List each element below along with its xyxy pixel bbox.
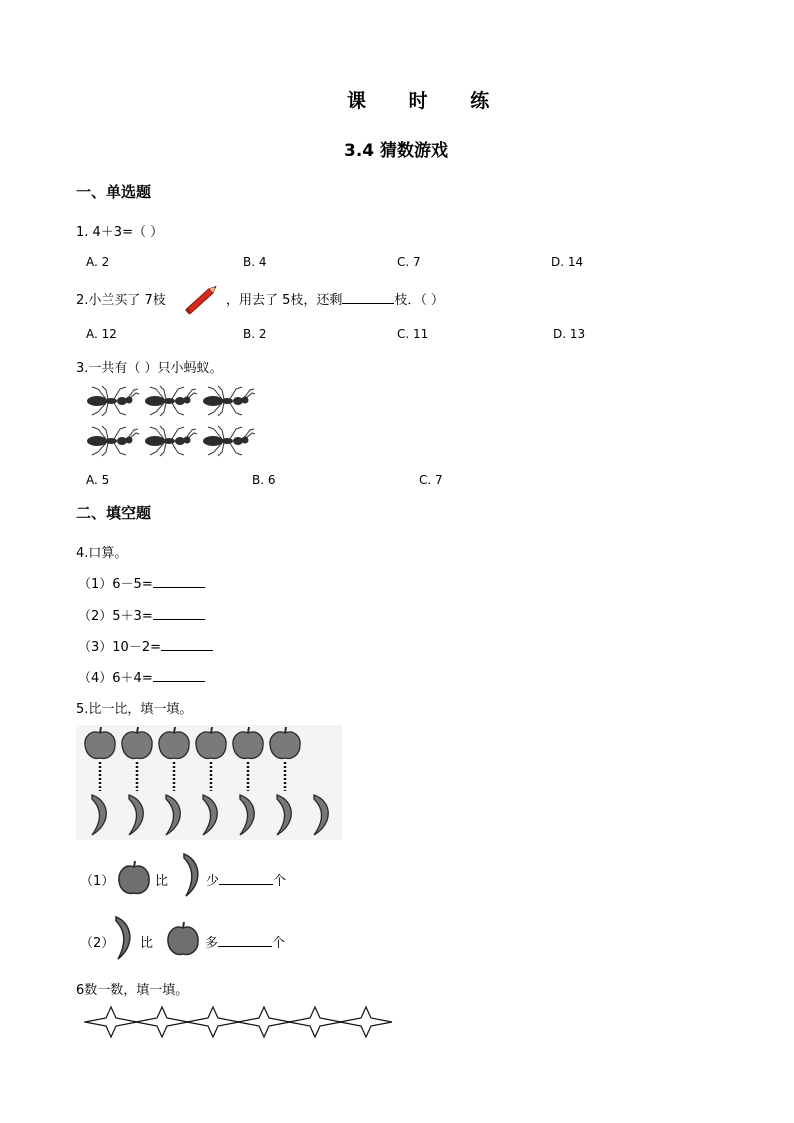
- question-1: 1. 4＋3=（ ）: [76, 225, 164, 240]
- q5-sub1-blank[interactable]: [219, 873, 273, 885]
- q4-item-3-text: （3）10－2=: [78, 640, 161, 655]
- q5-sub2-word2: 多: [205, 936, 219, 951]
- q4-item-4: [78, 667, 205, 686]
- ant-icon: [200, 424, 256, 458]
- star-icon: [289, 1007, 341, 1037]
- apple-banana-comparison: [76, 725, 342, 840]
- star-icon: [187, 1007, 239, 1037]
- q2-option-c[interactable]: C. 11: [397, 327, 429, 341]
- q4-item-4-text: （4）6＋4=: [78, 671, 153, 686]
- star-icon: [238, 1007, 290, 1037]
- q5-sub1-num: （1）: [80, 874, 115, 889]
- q4-item-2: [78, 605, 205, 624]
- ant-icon: [84, 424, 140, 458]
- q2-text-end: 枝．（ ）: [394, 293, 445, 308]
- q5-sub-1: [80, 870, 114, 889]
- q1-option-d[interactable]: D. 14: [551, 255, 584, 269]
- pencil-icon: [182, 281, 222, 317]
- q4-item-3-blank[interactable]: [161, 639, 213, 651]
- question-5: 5.比一比，填一填。: [76, 702, 193, 717]
- ant-icon: [142, 384, 198, 418]
- q1-option-b[interactable]: B. 4: [243, 255, 267, 269]
- q5-sub2-blank[interactable]: [218, 935, 272, 947]
- q2-continuation: [226, 289, 444, 308]
- banana-icon: [112, 915, 136, 961]
- q5-sub2-num: （2）: [80, 936, 115, 951]
- page-subtitle: 3.4 猜数游戏: [344, 141, 449, 161]
- ant-icon: [200, 384, 256, 418]
- q5-sub1-tail: [206, 870, 286, 889]
- ant-icon: [142, 424, 198, 458]
- ant-icon: [84, 384, 140, 418]
- q5-sub1-unit: 个: [273, 874, 287, 889]
- star-icon: [136, 1007, 188, 1037]
- apple-icon: [166, 921, 200, 957]
- q3-option-b[interactable]: B. 6: [252, 473, 276, 487]
- question-2: [76, 289, 166, 308]
- q2-option-d[interactable]: D. 13: [553, 327, 586, 341]
- q3-option-a[interactable]: A. 5: [86, 473, 110, 487]
- question-3: 3.一共有（ ）只小蚂蚁。: [76, 361, 223, 376]
- section-heading-fill-blank: 二、填空题: [76, 504, 152, 522]
- q4-item-4-blank[interactable]: [153, 670, 205, 682]
- q5-sub2-tail: [205, 932, 285, 951]
- question-4: 4.口算。: [76, 546, 128, 561]
- q5-sub1-word1: 比: [155, 874, 169, 889]
- star-row: [80, 1005, 396, 1039]
- q2-option-a[interactable]: A. 12: [86, 327, 117, 341]
- q5-sub2-unit: 个: [272, 936, 286, 951]
- ant-picture: [84, 384, 264, 464]
- q1-option-a[interactable]: A. 2: [86, 255, 110, 269]
- q4-item-3: [78, 636, 213, 655]
- page-title: 课 时 练: [347, 90, 508, 112]
- q2-answer-blank[interactable]: [342, 292, 394, 304]
- section-heading-single-choice: 一、单选题: [76, 183, 152, 201]
- q4-item-1-blank[interactable]: [153, 576, 205, 588]
- q4-item-2-blank[interactable]: [153, 608, 205, 620]
- q2-text-after: ，用去了 5枝，还剩: [226, 293, 343, 308]
- q3-option-c[interactable]: C. 7: [419, 473, 443, 487]
- q1-option-c[interactable]: C. 7: [397, 255, 421, 269]
- q2-text-before: 2.小兰买了 7枝: [76, 293, 166, 308]
- q5-sub-2: [80, 932, 114, 951]
- q4-item-2-text: （2）5＋3=: [78, 609, 153, 624]
- q2-option-b[interactable]: B. 2: [243, 327, 267, 341]
- q4-item-1-text: （1）6－5=: [78, 577, 153, 592]
- star-icon: [340, 1007, 392, 1037]
- apple-icon: [117, 860, 151, 896]
- q5-sub1-word2: 少: [206, 874, 220, 889]
- question-6: 6数一数，填一填。: [76, 983, 189, 998]
- star-icon: [85, 1007, 137, 1037]
- q5-sub2-word1: 比: [140, 936, 154, 951]
- q4-item-1: [78, 573, 205, 592]
- banana-icon: [180, 852, 204, 898]
